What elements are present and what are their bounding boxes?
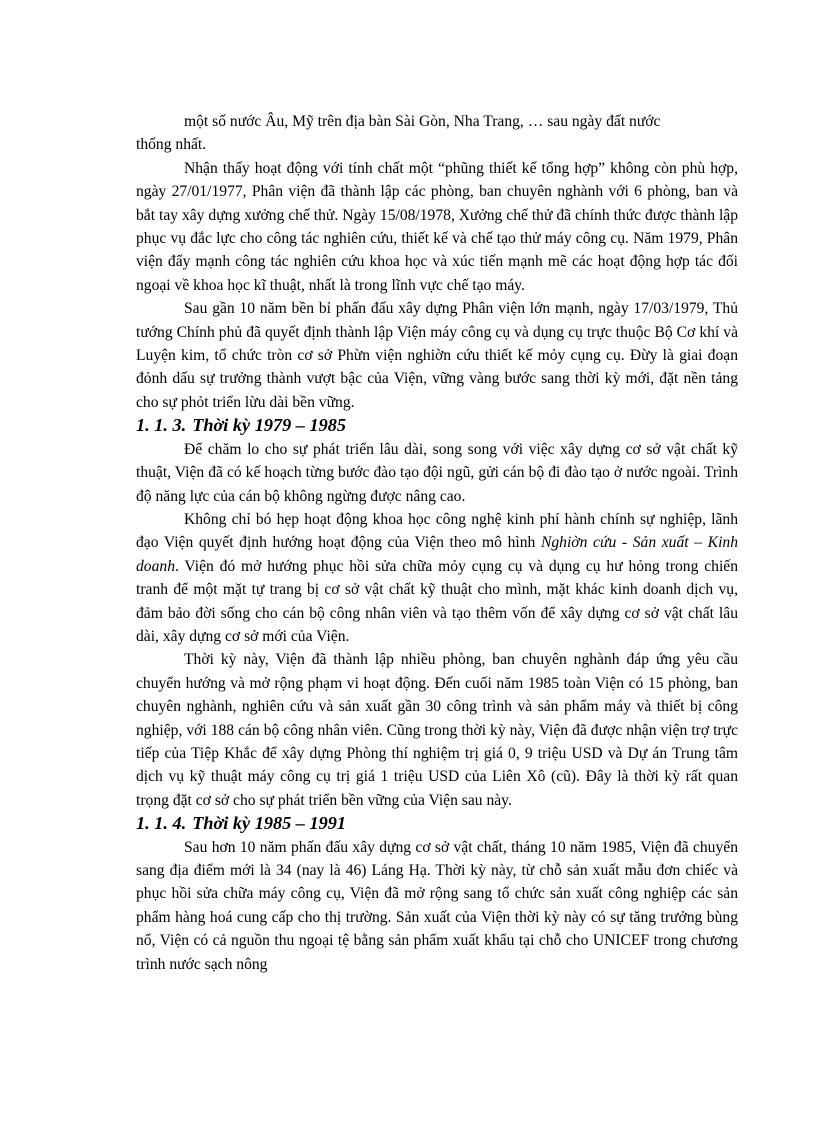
model-name: Nghiờn cứu - Sản xuất – Kinh doanh <box>136 534 738 575</box>
paragraph-phong-ban: Thời kỳ này, Viện đã thành lập nhiều phòng, ban chuyên nghành đáp ứng yêu cầu chuyển hướng và mở rộng phạm vi hoạt động. Đến cuối năm 1985 toàn Viện có 15 phòng, ban chuyên nghành, nghiên cứu và sản xuất gần 30 công trình và sản phẩm máy và thiết bị công nghiệp, với 188 cán bộ công nhân viên. Cũng trong thời kỳ này, Viện đã được nhận viện trợ trực tiếp của Tiệp Khắc để xây dựng Phòng thí nghiệm trị giá 0, 9 triệu USD và Dự án Trung tâm dịch vụ kỹ thuật máy công cụ trị giá 1 triệu USD của Liên Xô (cũ). Đây là thời kỳ rất quan trọng đặt cơ sở cho sự phát triển bền vững của Viện sau này. <box>136 651 738 809</box>
paragraph-lang-ha: Sau hơn 10 năm phấn đấu xây dựng cơ sở vật chất, tháng 10 năm 1985, Viện đã chuyển sang địa điểm mới là 34 (nay là 46) Láng Hạ. Thời kỳ này, từ chỗ sản xuất mẫu đơn chiếc và phục hồi sửa chữa máy công cụ, Viện đã mở rộng sang tổ chức sản xuất công nghiệp các sản phẩm hàng hoá cung cấp cho thị trường. Sản xuất của Viện thời kỳ này có sự tăng trưởng bùng nổ, Viện có cả nguồn thu ngoại tệ bằng sản phẩm xuất khẩu tại chỗ cho UNICEF trong chương trình nước sạch nông <box>136 838 738 973</box>
paragraph-thanh-lap-vien: Sau gần 10 năm bền bỉ phấn đấu xây dựng Phân viện lớn mạnh, ngày 17/03/1979, Thủ tướng Chính phủ đã quyết định thành lập Viện máy công cụ và dụng cụ trực thuộc Bộ Cơ khí và Luyện kim, tổ chức tròn cơ sở Phừn viện nghiờn cứu thiết kế mỏy cụng cụ. Đừy là giai đoạn đỏnh dấu sự trưởng thành vượt bậc của Viện, vững vàng bước sang thời kỳ mới, đặt nền tảng cho sự phỏt triển lừu dài bền vững. <box>136 300 738 411</box>
paragraph-mo-hinh-before: Không chỉ bó hẹp hoạt động khoa học công nghệ kinh phí hành chính sự nghiệp, lãnh đạo Viện quyết định hướng hoạt động của Viện theo mô hình <box>136 510 738 552</box>
paragraph-phong-thiet-ke: Nhận thấy hoạt động với tính chất một “phũng thiết kế tổng hợp” không còn phù hợp, ngày 27/01/1977, Phân viện đã thành lập các phòng, ban chuyên nghành với 6 phòng, ban và bắt tay xây dựng xưởng chế thử. Ngày 15/08/1978, Xưởng chế thử đã chính thức được thành lập phục vụ đắc lực cho công tác nghiên cứu, thiết kế và chế tạo thử máy công cụ. Năm 1979, Phân viện đẩy mạnh công tác nghiên cứu khoa học và xúc tiến mạnh mẽ các hoạt động hợp tác đối ngoại về khoa học kĩ thuật, nhất là trong lĩnh vực chế tạo máy. <box>136 159 738 294</box>
paragraph-continued <box>136 110 738 157</box>
section-title: Thời kỳ 1979 – 1985 <box>192 415 346 436</box>
paragraph-mo-hinh-after: . Viện đó mở hướng phục hồi sửa chữa mỏy cụng cụ và dụng cụ hư hỏng trong chiến tranh để một mặt tự trang bị cơ sở vật chất kỹ thuật cho mình, mặt khác kinh doanh dịch vụ, đảm bảo đời sống cho cán bộ công nhân viên và tạo thêm vốn để xây dựng cơ sở vật chất lâu dài, xây dựng cơ sở mới của Viện. <box>136 557 738 645</box>
document-page <box>136 110 738 976</box>
section-number: 1. 1. 3. <box>136 415 187 436</box>
section-heading-1979-1985 <box>136 414 738 437</box>
paragraph-tail: thống nhất. <box>136 136 207 154</box>
paragraph-dao-tao: Để chăm lo cho sự phát triển lâu dài, song song với việc xây dựng cơ sở vật chất kỹ thuật, Viện đã có kế hoạch từng bước đào tạo đội ngũ, gửi cán bộ đi đào tạo ở nước ngoài. Trình độ năng lực của cán bộ không ngừng được nâng cao. <box>136 440 738 505</box>
paragraph-mo-hinh <box>136 508 738 648</box>
section-title: Thời kỳ 1985 – 1991 <box>192 813 346 834</box>
section-number: 1. 1. 4. <box>136 813 187 834</box>
section-heading-1985-1991 <box>136 812 738 835</box>
paragraph-first-line: một số nước Âu, Mỹ trên địa bàn Sài Gòn, Nha Trang, … sau ngày đất nước <box>184 113 661 130</box>
